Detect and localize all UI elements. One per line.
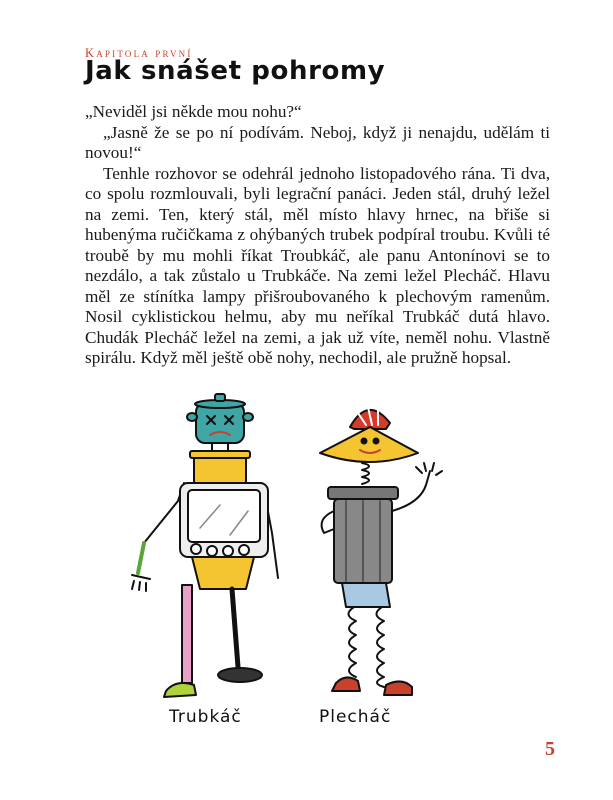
page-number: 5: [545, 738, 555, 760]
plechac-figure: [320, 407, 442, 695]
chapter-title: Jak snášet pohromy: [85, 56, 386, 86]
paragraph-1: „Neviděl jsi někde mou nohu?“: [85, 102, 302, 121]
chapter-label: Kapitola první: [85, 46, 193, 60]
caption-trubkac: Trubkáč: [169, 707, 242, 727]
paragraph-3: Tenhle rozhovor se odehrál jednoho listopadového rána. Ti dva, co spolu rozmlouvali, byli legrační panáci. Jeden stál, druhý ležel na zemi. Ten, který stál, měl místo hlavy hrnec, na břiše si hubenýma ručičkama z ohýbaných trubek podpíral troubu. Kvůli té troubě by mu mohli říkat Troubkáč, ale panu Antonínovi se to nezdálo, a tak zůstalo u Trubkáče. Na zemi ležel Plecháč. Hlavu měl ze stínítka lampy přišroubovaného k plechovým ramenům. Nosil cyklistickou helmu, aby mu neříkal Trubkáč dutá hlavo. Chudák Plecháč ležel na zemi, a jak už víte, neměl nohu. Vlastně spirálu. Když měl ještě obě nohy, nechodil, ale pružně hopsal.: [85, 163, 550, 367]
body-text: [85, 102, 550, 369]
trubkac-figure: [132, 394, 278, 697]
caption-plechac: Plecháč: [319, 707, 392, 727]
paragraph-2: „Jasně že se po ní podívám. Neboj, když ji nenajdu, udělám ti novou!“: [85, 122, 550, 162]
robots-illustration: [120, 393, 470, 738]
